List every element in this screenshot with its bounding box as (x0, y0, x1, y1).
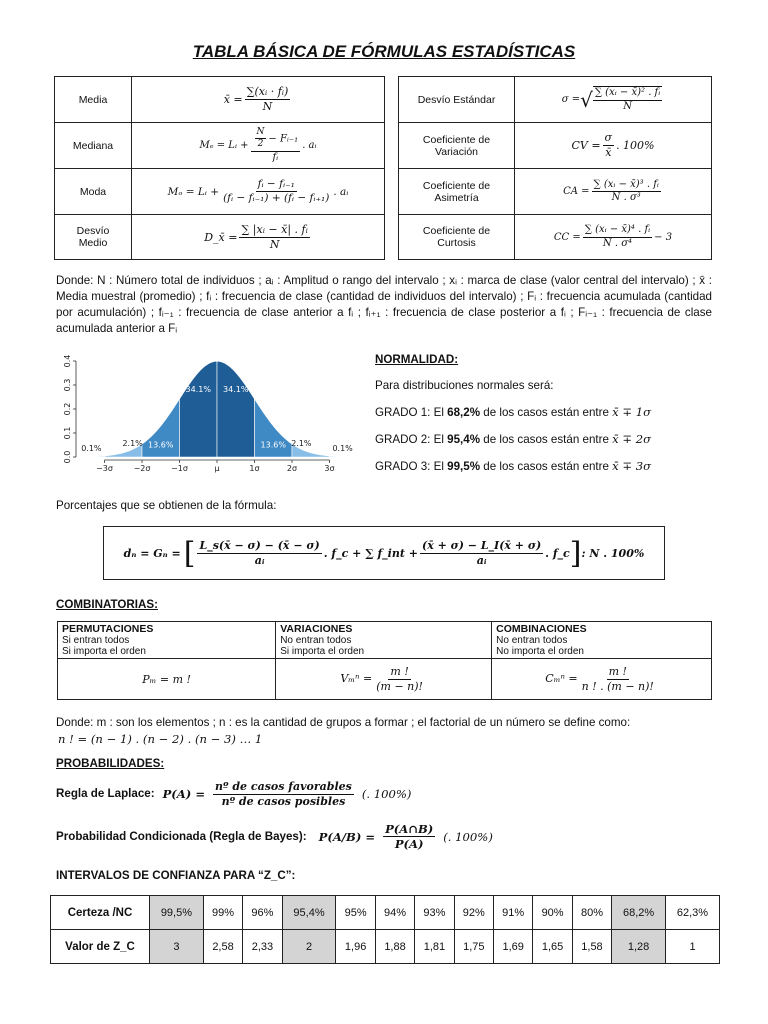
zc-cell: 2,33 (243, 930, 282, 964)
zc-cell: 2,58 (203, 930, 242, 964)
comb-col-0: PERMUTACIONES Si entran todos Si importa el orden (58, 622, 276, 659)
t1-den: aᵢ (254, 553, 265, 567)
x-tick-label: 2σ (286, 464, 298, 473)
certeza-cell: 95,4% (282, 896, 336, 930)
x-tick-label: 1σ (249, 464, 260, 473)
comb-formula-2: Cₘⁿ = $\frac{m !}{n ! . (m - n)!}$ (492, 659, 712, 700)
comb-formula-1: Vₘⁿ = $\frac{m !}{(m - n)!}$ (276, 659, 492, 700)
grado-3: GRADO 3: El 99,5% de los casos están entre x̄ ∓ 3σ (375, 459, 652, 473)
intervalos-table (50, 895, 720, 964)
laplace-lhs: P(A) = (162, 787, 206, 802)
zc-cell: 1,88 (375, 930, 414, 964)
y-tick-label: 0.3 (63, 378, 72, 392)
laplace-label: Regla de Laplace: (56, 787, 155, 801)
zc-cell: 1,65 (533, 930, 572, 964)
certeza-cell: 93% (415, 896, 454, 930)
bayes-num: P(A∩B) (385, 822, 434, 836)
moda-formula: Mₒ = Lᵢ + $\frac{\text{fᵢ − fᵢ₋₁}}{\text{(fᵢ − fᵢ₋₁) + (fᵢ − fᵢ₊₁)}}$ . aᵢ (132, 169, 384, 215)
valor-zc-label: Valor de Z_C (51, 930, 150, 964)
laplace-den: nº de casos posibles (221, 794, 346, 808)
y-tick-label: 0.1 (63, 426, 72, 440)
certeza-cell: 91% (494, 896, 533, 930)
coef-variacion-formula: CV = $\frac{\sigma}{x̄}$ . 100% (515, 123, 711, 169)
certeza-cell: 95% (336, 896, 375, 930)
moda-label: Moda (55, 169, 132, 215)
zc-cell: 1,58 (572, 930, 611, 964)
certeza-cell: 62,3% (666, 896, 720, 930)
y-tick-label: 0.2 (63, 402, 72, 416)
page-title: TABLA BÁSICA DE FÓRMULAS ESTADÍSTICAS (192, 42, 576, 61)
band-label: 13.6% (260, 440, 286, 450)
zc-cell: 1 (666, 930, 720, 964)
sum-fint: ∑ f_int + (365, 546, 418, 560)
y-tick-label: 0.0 (63, 450, 72, 464)
x-tick-label: −2σ (133, 464, 151, 473)
coef-asimetria-formula: CA = $\frac{\text{∑ (xᵢ − x̄)³ . fᵢ}}{\text{N . σ³}}$ (515, 169, 711, 215)
mediana-label: Mediana (55, 123, 132, 169)
porcentajes-label: Porcentajes que se obtienen de la fórmula: (56, 499, 277, 512)
laplace-row (56, 780, 411, 809)
certeza-cell: 68,2% (612, 896, 666, 930)
bayes-rhs: (. 100%) (443, 829, 493, 844)
grado-2: GRADO 2: El 95,4% de los casos están entre x̄ ∓ 2σ (375, 432, 652, 446)
combinatorias-donde: Donde: m : son los elementos ; n : es la cantidad de grupos a formar ; el factorial de un número se define como: (56, 716, 631, 729)
dn-rhs: : N . 100% (581, 546, 645, 560)
normalidad-heading: NORMALIDAD: (375, 353, 459, 366)
combinatorias-table (57, 621, 712, 700)
normalidad-block (375, 352, 715, 475)
y-tick-label: 0.4 (63, 355, 72, 368)
bayes-den: P(A) (394, 837, 424, 852)
band-label: 2.1% (291, 439, 312, 449)
certeza-cell: 99,5% (150, 896, 204, 930)
normal-distribution-chart (58, 355, 358, 475)
formula-table-left (54, 76, 385, 260)
bayes-lhs: P(A/B) = (318, 829, 376, 844)
x-tick-label: −1σ (171, 464, 188, 473)
bayes-row (56, 822, 493, 852)
normalidad-intro: Para distribuciones normales será: (375, 379, 554, 392)
band-label: 13.6% (148, 440, 174, 450)
t1-num: L_s(x̄ − σ) − (x̄ − σ) (199, 538, 320, 552)
certeza-cell: 94% (375, 896, 414, 930)
dn-lhs: dₙ = Gₙ = (123, 546, 181, 560)
band-label: 34.1% (223, 385, 249, 395)
desvio-estandar-label: Desvío Estándar (399, 77, 515, 123)
desvio-estandar-formula: σ = √ $\frac{\text{∑ (xᵢ − x̄)² . fᵢ}}{N}$ (515, 77, 711, 123)
t2-den: aᵢ (476, 553, 487, 567)
certeza-cell: 99% (203, 896, 242, 930)
x-tick-label: μ (214, 464, 220, 473)
comb-formula-0: Pₘ = m ! (58, 659, 276, 700)
zc-cell: 3 (150, 930, 204, 964)
tail-label-right: 0.1% (332, 444, 353, 453)
coef-variacion-label: Coeficiente de Variación (399, 123, 515, 169)
band-label: 34.1% (185, 385, 211, 395)
combinatorias-heading: COMBINATORIAS: (56, 598, 158, 611)
zc-cell: 1,69 (494, 930, 533, 964)
mediana-formula: Mₑ = Lᵢ + $\frac{N}{2}$ − Fᵢ₋₁ fᵢ . aᵢ (132, 123, 384, 169)
porcentajes-formula-box: dₙ = Gₙ = [ $\frac{L\_s(x̄ - \sigma) - (x̄ - \sigma)}{\text{aᵢ}}$ . f_c + ∑ f_int + $\frac{(x̄ + \sigma) - L\_I(x̄ + \sigma)}{\text{aᵢ}}$ . f_c ] : N . 100% (103, 526, 665, 580)
zc-cell: 1,28 (612, 930, 666, 964)
coef-asimetria-label: Coeficiente de Asimetría (399, 169, 515, 215)
zc-cell: 2 (282, 930, 336, 964)
certeza-cell: 96% (243, 896, 282, 930)
zc-cell: 1,75 (454, 930, 493, 964)
coef-curtosis-formula: CC = $\frac{\text{∑ (xᵢ − x̄)⁴ . fᵢ}}{\text{N . σ⁴}}$ − 3 (553, 224, 673, 249)
certeza-cell: 80% (572, 896, 611, 930)
band-area-3 (217, 361, 255, 457)
comb-col-2: COMBINACIONES No entran todos No importa el orden (492, 622, 712, 659)
band-label: 2.1% (122, 439, 143, 449)
grado-1: GRADO 1: El 68,2% de los casos están entre x̄ ∓ 1σ (375, 405, 652, 419)
factorial-definition: n ! = (n − 1) . (n − 2) . (n − 3) … 1 (58, 732, 263, 746)
tail-left-area (82, 456, 105, 457)
desvio-medio-formula: D_x̄ = $\frac{\text{∑ |xᵢ − x̄| . fᵢ}}{N}$ (204, 222, 308, 251)
formula-table-right (398, 76, 712, 260)
fc-2: . f_c (545, 546, 570, 560)
certeza-cell: 92% (454, 896, 493, 930)
media-label: Media (55, 77, 132, 123)
bayes-label: Probabilidad Condicionada (Regla de Bayes): (56, 829, 307, 843)
certeza-cell: 90% (533, 896, 572, 930)
media-formula: x̄ = $\frac{\text{∑(xᵢ · fᵢ)}}{N}$ (132, 77, 384, 123)
donde-definitions: Donde: N : Número total de individuos ; aᵢ : Amplitud o rango del intervalo ; xᵢ : marca de clase (valor central del intervalo) ; x̄ : Media muestral (promedio) ; fᵢ : frecuencia de clase (cantidad de individuos del intervalo) ; Fᵢ : frecuencia acumulada (cantidad por acumulación) ; fᵢ₋₁ : frecuencia de clase anterior a fᵢ ; fᵢ₊₁ : frecuencia de clase posterior a fᵢ ; Fᵢ₋₁ : frecuencia de clase acumulada anterior a Fᵢ (56, 274, 712, 335)
coef-curtosis-label: Coeficiente de Curtosis (399, 215, 515, 259)
laplace-rhs: (. 100%) (361, 787, 412, 802)
fc-1: . f_c + (323, 546, 362, 560)
zc-cell: 1,81 (415, 930, 454, 964)
x-tick-label: −3σ (96, 464, 113, 473)
t2-num: (x̄ + σ) − L_I(x̄ + σ) (421, 538, 542, 552)
probabilidades-heading: PROBABILIDADES: (56, 757, 165, 770)
certeza-label: Certeza /NC (51, 896, 150, 930)
tail-right-area (330, 456, 353, 457)
zc-cell: 1,96 (336, 930, 375, 964)
tail-label-left: 0.1% (81, 444, 102, 453)
desvio-medio-label: Desvío Medio (55, 215, 132, 259)
band-area-2 (180, 361, 218, 457)
intervalos-heading: INTERVALOS DE CONFIANZA PARA “Z_C”: (56, 869, 296, 882)
x-tick-label: 3σ (324, 464, 335, 473)
laplace-num: nº de casos favorables (215, 780, 352, 793)
comb-col-1: VARIACIONES No entran todos Si importa el orden (276, 622, 492, 659)
